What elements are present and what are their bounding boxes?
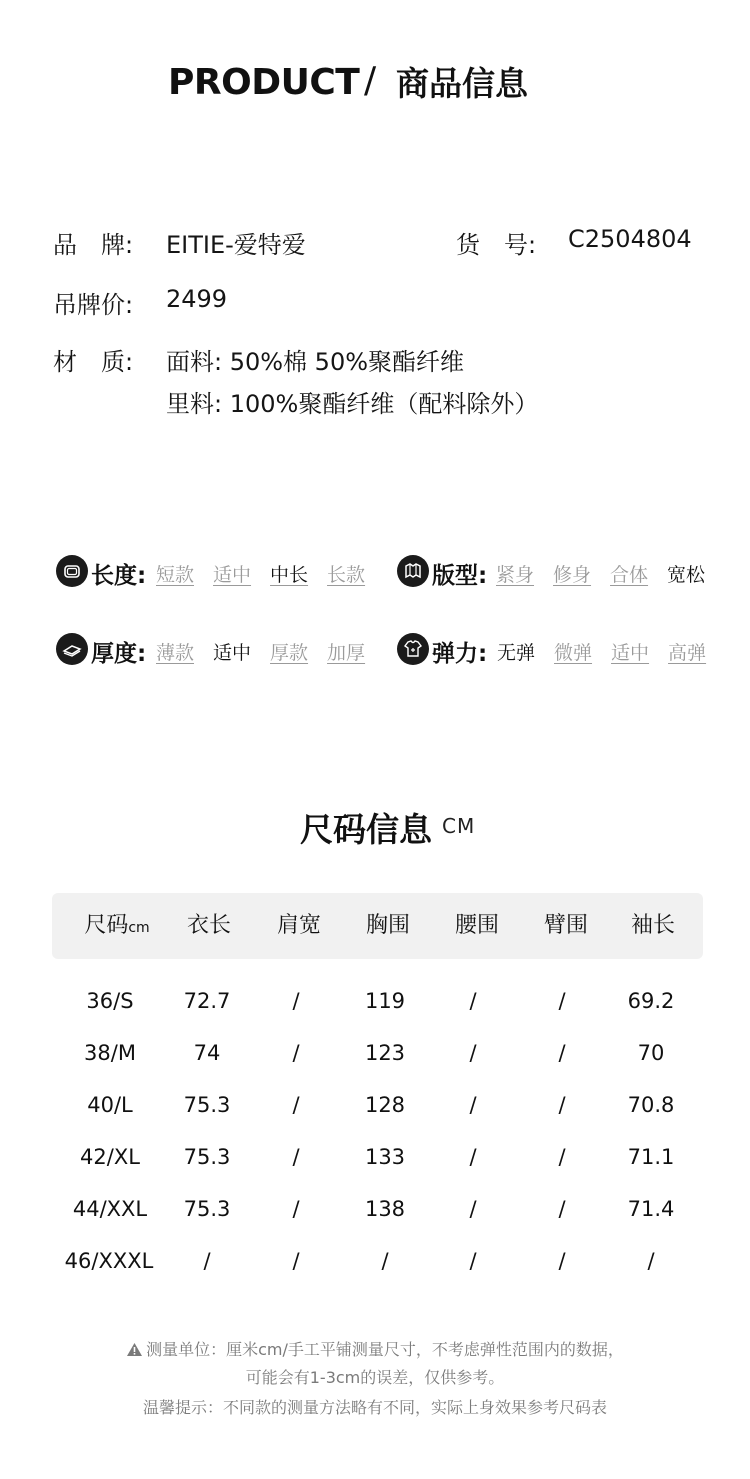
- length-option-long: 长款: [327, 564, 366, 586]
- cell-sleeve: 71.4: [627, 1197, 675, 1221]
- cell-chest: 123: [364, 1041, 406, 1065]
- cell-chest: 133: [364, 1145, 406, 1169]
- header-chest: 胸围: [365, 913, 410, 938]
- item-no-label: 货 号:: [456, 231, 537, 259]
- attr-thickness-options: [156, 638, 365, 665]
- table-row: [52, 981, 703, 1021]
- tag-price-value: 2499: [166, 285, 228, 313]
- brand-label: 品 牌:: [53, 231, 134, 259]
- thickness-option-thin: 薄款: [156, 642, 195, 664]
- cell-length: /: [203, 1249, 211, 1273]
- cell-shoulder: /: [292, 989, 300, 1013]
- cell-waist: /: [469, 989, 477, 1013]
- elasticity-option-medium: 适中: [611, 642, 650, 664]
- info-row-brand: [0, 225, 750, 261]
- thickness-option-thick: 厚款: [270, 642, 309, 664]
- warning-icon: [126, 1342, 143, 1361]
- fit-option-tight: 紧身: [496, 564, 535, 586]
- size-title-unit: CM: [442, 814, 476, 838]
- cell-chest: 128: [364, 1093, 406, 1117]
- note-line-2: 可能会有1-3cm的误差，仅供参考。: [245, 1368, 505, 1387]
- silhouette-icon: [397, 555, 429, 587]
- cell-waist: /: [469, 1093, 477, 1117]
- cell-chest: 138: [364, 1197, 406, 1221]
- page-title-cn: 商品信息: [396, 64, 528, 103]
- cell-sleeve: 70: [637, 1041, 665, 1065]
- note-line-3: 温馨提示：不同款的测量方法略有不同，实际上身效果参考尺码表: [142, 1398, 607, 1417]
- item-no-value: C2504804: [568, 225, 692, 253]
- cell-waist: /: [469, 1041, 477, 1065]
- fabric-layers-icon: [56, 633, 88, 665]
- note-text-1: 测量单位：厘米cm/手工平铺测量尺寸，不考虑弹性范围内的数据，: [146, 1340, 624, 1359]
- size-section-title: [0, 804, 750, 854]
- header-sleeve: 袖长: [630, 913, 675, 938]
- attr-length-label: 长度:: [91, 563, 147, 589]
- page-header: [0, 52, 750, 112]
- attr-thickness: [0, 630, 375, 670]
- attr-fit-options: [496, 560, 705, 587]
- cell-sleeve: 69.2: [627, 989, 675, 1013]
- cell-shoulder: /: [292, 1041, 300, 1065]
- info-row-material: [0, 342, 750, 422]
- header-shoulder: 肩宽: [276, 913, 321, 938]
- material-line-outer: 面料: 50%棉 50%聚酯纤维: [166, 348, 465, 376]
- cell-length: 75.3: [183, 1093, 231, 1117]
- material-label: 材 质:: [53, 348, 134, 376]
- cell-size: 46/XXXL: [64, 1249, 154, 1273]
- attr-fit-label: 版型:: [432, 563, 488, 589]
- note-line-1: [0, 1337, 750, 1361]
- length-option-midlong: 中长: [270, 564, 309, 586]
- cell-size: 36/S: [86, 989, 134, 1013]
- cell-size: 38/M: [84, 1041, 136, 1065]
- title-separator: /: [364, 60, 377, 101]
- page-title-en: PRODUCT: [168, 62, 360, 103]
- elasticity-option-high: 高弹: [668, 642, 707, 664]
- size-table-header: [52, 893, 703, 959]
- attr-length: [0, 552, 375, 592]
- brand-value: EITIE-爱特爱: [166, 231, 306, 259]
- cell-sleeve: 71.1: [627, 1145, 675, 1169]
- cell-arm: /: [558, 989, 566, 1013]
- info-row-price: [0, 285, 750, 321]
- attr-fit: [375, 552, 750, 592]
- cell-shoulder: /: [292, 1197, 300, 1221]
- length-option-short: 短款: [156, 564, 195, 586]
- cell-length: 75.3: [183, 1145, 231, 1169]
- table-row: [52, 1137, 703, 1177]
- stretch-tshirt-icon: [397, 633, 429, 665]
- attr-length-options: [156, 560, 365, 587]
- fit-option-loose: 宽松: [667, 564, 706, 586]
- thickness-option-medium: 适中: [213, 642, 252, 664]
- cell-arm: /: [558, 1197, 566, 1221]
- cell-length: 74: [193, 1041, 221, 1065]
- table-row: [52, 1033, 703, 1073]
- header-length: 衣长: [186, 913, 231, 938]
- attr-thickness-label: 厚度:: [91, 641, 147, 667]
- length-option-medium: 适中: [213, 564, 252, 586]
- cell-arm: /: [558, 1041, 566, 1065]
- cell-sleeve: 70.8: [627, 1093, 675, 1117]
- cell-size: 44/XXL: [72, 1197, 148, 1221]
- cell-size: 40/L: [87, 1093, 133, 1117]
- fit-option-slim: 修身: [553, 564, 592, 586]
- jacket-length-icon: [56, 555, 88, 587]
- cell-chest: 119: [364, 989, 406, 1013]
- attr-elasticity-options: [497, 638, 706, 665]
- cell-length: 72.7: [183, 989, 231, 1013]
- header-size-label: 尺码: [84, 913, 129, 938]
- thickness-option-extra-thick: 加厚: [327, 642, 366, 664]
- table-row: [52, 1085, 703, 1125]
- size-title: 尺码信息: [300, 810, 432, 849]
- header-size: [77, 893, 157, 959]
- tag-price-label: 吊牌价:: [53, 291, 134, 319]
- cell-shoulder: /: [292, 1093, 300, 1117]
- cell-arm: /: [558, 1145, 566, 1169]
- cell-sleeve: /: [647, 1249, 655, 1273]
- cell-waist: /: [469, 1249, 477, 1273]
- cell-waist: /: [469, 1197, 477, 1221]
- header-waist: 腰围: [454, 913, 499, 938]
- cell-arm: /: [558, 1249, 566, 1273]
- fit-option-regular: 合体: [610, 564, 649, 586]
- cell-length: 75.3: [183, 1197, 231, 1221]
- cell-chest: /: [381, 1249, 389, 1273]
- attr-elasticity-label: 弹力:: [432, 641, 488, 667]
- cell-shoulder: /: [292, 1145, 300, 1169]
- cell-size: 42/XL: [80, 1145, 140, 1169]
- cell-arm: /: [558, 1093, 566, 1117]
- material-line-lining: 里料: 100%聚酯纤维（配料除外）: [166, 390, 539, 418]
- header-arm: 臂围: [543, 913, 588, 938]
- table-row: [52, 1189, 703, 1229]
- elasticity-option-none: 无弹: [497, 642, 536, 664]
- table-row: [52, 1241, 703, 1281]
- elasticity-option-slight: 微弹: [554, 642, 593, 664]
- cell-waist: /: [469, 1145, 477, 1169]
- header-size-unit: cm: [128, 920, 150, 936]
- attr-elasticity: [375, 630, 750, 670]
- cell-shoulder: /: [292, 1249, 300, 1273]
